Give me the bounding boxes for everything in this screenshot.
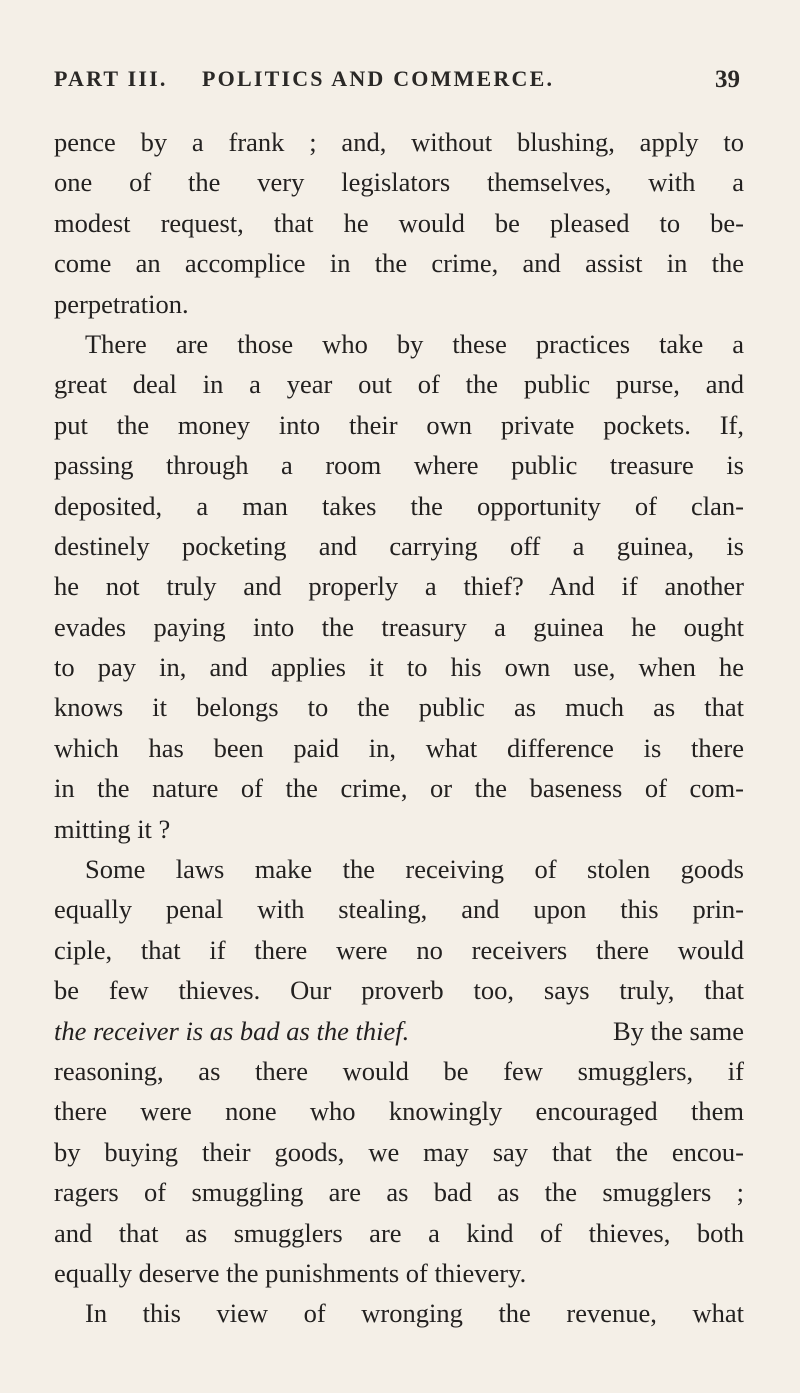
- text-line: evades paying into the treasury a guinea he ought: [54, 611, 744, 642]
- text-line: one of the very legislators themselves, with a: [54, 167, 744, 198]
- text-line: reasoning, as there would be few smugglers, if: [54, 1055, 744, 1086]
- text-line-mixed: [54, 1011, 744, 1051]
- text-line: great deal in a year out of the public purse, and: [54, 369, 744, 400]
- text-line: deposited, a man takes the opportunity of clan-: [54, 490, 744, 521]
- text-line: come an accomplice in the crime, and assist in the: [54, 248, 744, 279]
- text-line: and that as smugglers are a kind of thieves, both: [54, 1217, 744, 1248]
- text-line: In this view of wronging the revenue, what: [85, 1298, 744, 1329]
- text-line: perpetration.: [54, 288, 189, 319]
- text-line: pence by a frank ; and, without blushing, apply to: [54, 127, 744, 157]
- text-line: to pay in, and applies it to his own use, when he: [54, 652, 744, 683]
- italic-proverb: the receiver is as bad as the thief.: [54, 1015, 410, 1046]
- text-line: be few thieves. Our proverb too, says truly, that: [54, 975, 744, 1006]
- text-line: There are those who by these practices take a: [85, 328, 744, 359]
- text-line: there were none who knowingly encouraged them: [54, 1096, 744, 1127]
- running-head-title: POLITICS AND COMMERCE.: [202, 66, 555, 91]
- text-line: he not truly and properly a thief? And if another: [54, 571, 744, 602]
- text-line: put the money into their own private pockets. If,: [54, 409, 744, 440]
- text-line: passing through a room where public treasure is: [54, 450, 744, 481]
- text-line: ragers of smuggling are as bad as the smugglers ;: [54, 1177, 744, 1208]
- text-line: modest request, that he would be pleased to be-: [54, 207, 744, 238]
- text-line-continuation: By the same: [613, 1015, 744, 1046]
- text-line: knows it belongs to the public as much as that: [54, 692, 744, 723]
- text-line: by buying their goods, we may say that the encou-: [54, 1136, 744, 1167]
- text-line: destinely pocketing and carrying off a guinea, is: [54, 530, 744, 561]
- text-line: Some laws make the receiving of stolen goods: [85, 854, 744, 885]
- text-line: which has been paid in, what difference is there: [54, 732, 744, 763]
- running-head: [54, 66, 742, 106]
- text-line: equally penal with stealing, and upon this prin-: [54, 894, 744, 925]
- text-line: ciple, that if there were no receivers there would: [54, 934, 744, 965]
- text-line: in the nature of the crime, or the baseness of com-: [54, 773, 744, 804]
- text-line: equally deserve the punishments of thievery.: [54, 1257, 527, 1288]
- body-text: [54, 122, 744, 1334]
- running-head-part: PART III.: [54, 66, 168, 91]
- page-number: 39: [715, 66, 740, 93]
- text-line: mitting it ?: [54, 813, 171, 844]
